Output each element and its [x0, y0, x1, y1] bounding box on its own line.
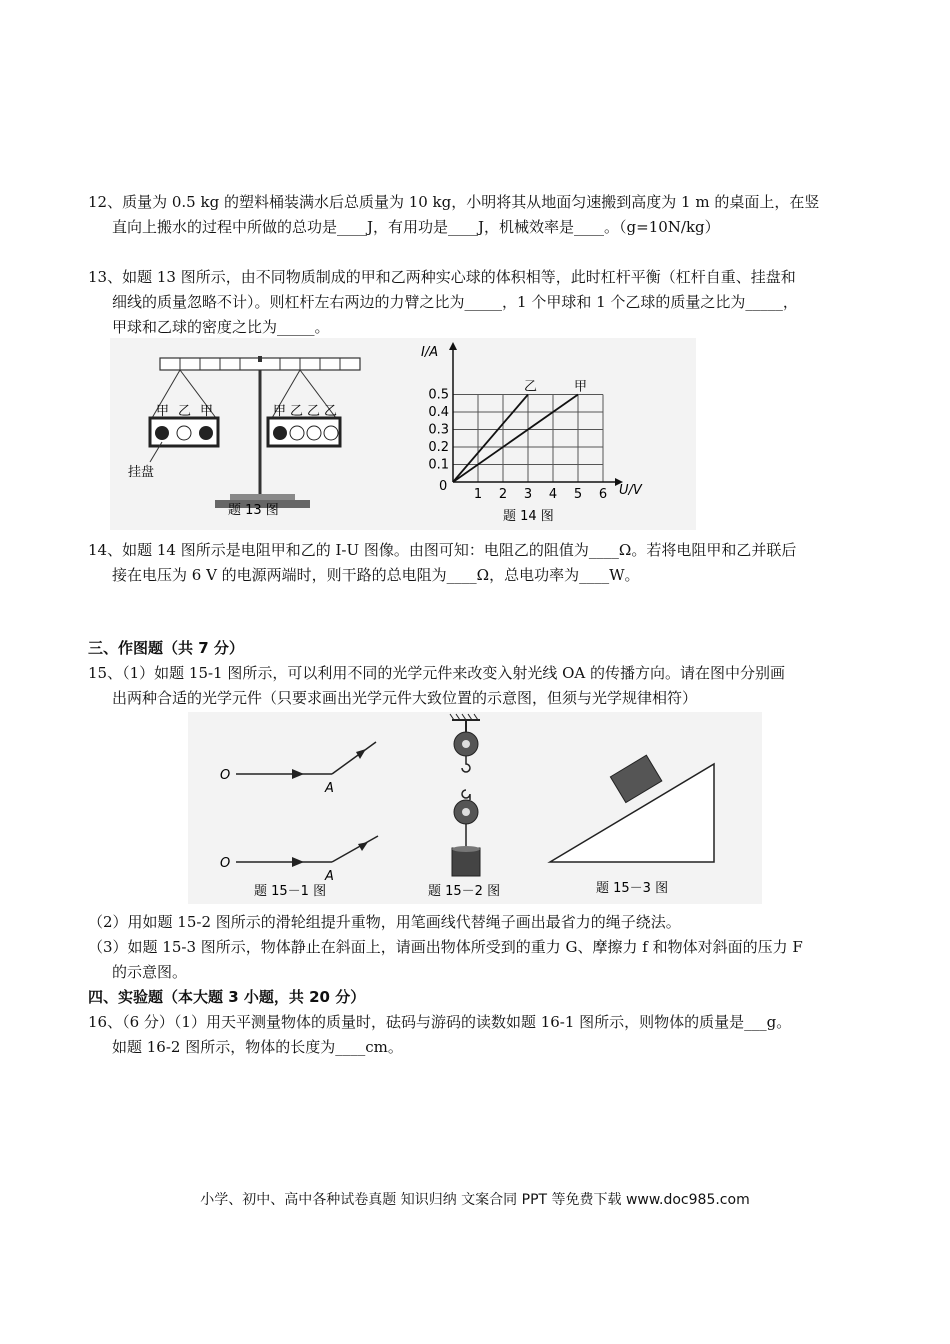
fig14-ytick-label: 0.4 — [428, 405, 449, 420]
fig15-1-ray-upper — [220, 742, 376, 796]
q12-line2: 直向上搬水的过程中所做的总功是____J，有用功是____J，机械效率是____。（g=10N/kg） — [112, 218, 720, 236]
fig14-xtick-label: 2 — [498, 487, 508, 502]
q13-line2: 细线的质量忽略不计）。则杠杆左右两边的力臂之比为_____，1 个甲球和 1 个乙球的质量之比为_____， — [112, 293, 798, 311]
q14-line2: 接在电压为 6 V 的电源两端时，则干路的总电阻为____Ω，总电功率为____W。 — [112, 566, 640, 584]
fig13-pan-label: 挂盘 — [128, 465, 155, 480]
fig14-xtick-label: 1 — [473, 487, 483, 502]
fig13-right-label-2: 乙 — [290, 404, 304, 419]
fig14-series-label-jia: 甲 — [574, 379, 588, 395]
fig14-xtick-label: 4 — [548, 487, 558, 502]
q16-line1: 16、（6 分）（1）用天平测量物体的质量时，砝码与游码的读数如题 16-1 图所示，则物体的质量是___g。 — [88, 1013, 792, 1031]
fig14-y-arrow — [449, 342, 457, 350]
page-footer: 小学、初中、高中各种试卷真题 知识归纳 文案合同 PPT 等免费下载 www.doc985.com — [200, 1192, 750, 1208]
fig14-grid — [453, 395, 603, 483]
fig13-left-label-1: 甲 — [156, 404, 170, 419]
fig14-ytick-label: 0.5 — [428, 387, 449, 403]
fig14-xlabel: U/V — [619, 483, 642, 498]
fig14-ylabel: I/A — [421, 345, 439, 360]
section-3-title: 三、作图题（共 7 分） — [88, 639, 244, 657]
fig14-series-line-1 — [453, 395, 578, 483]
fig13-left-label-2: 乙 — [178, 404, 192, 419]
fig14-ytick-label: 0.3 — [428, 422, 449, 438]
q15-line2: 出两种合适的光学元件（只要求画出光学元件大致位置的示意图，但须与光学规律相符） — [112, 689, 698, 707]
fig14-ytick-label: 0.2 — [428, 440, 449, 455]
section-4-title: 四、实验题（本大题 3 小题，共 20 分） — [88, 988, 366, 1006]
q12-line1: 12、质量为 0.5 kg 的塑料桶装满水后总质量为 10 kg，小明将其从地面匀速搬到高度为 1 m 的桌面上，在竖 — [88, 193, 820, 211]
fig14-origin: 0 — [439, 479, 448, 494]
fig13-right-label-3: 乙 — [307, 404, 321, 419]
q13-line3: 甲球和乙球的密度之比为_____。 — [112, 318, 330, 336]
fig13-right-label-4: 乙 — [324, 404, 338, 419]
fig15-caption-1: 题 15－1 图 — [254, 884, 327, 899]
q13-line1: 13、如题 13 图所示，由不同物质制成的甲和乙两种实心球的体积相等，此时杠杆平衡（杠杆自重、挂盘和 — [88, 268, 796, 286]
fig13-caption: 题 13 图 — [228, 503, 279, 518]
q15-part3-line1: （3）如题 15-3 图所示，物体静止在斜面上，请画出物体所受到的重力 G、摩擦力 f 和物体对斜面的压力 F — [88, 938, 803, 956]
q16-line2: 如题 16-2 图所示，物体的长度为____cm。 — [112, 1038, 403, 1056]
fig14-xtick-label: 6 — [598, 487, 608, 502]
figure-14-iu-chart — [405, 338, 665, 530]
q15-line1: 15、（1）如题 15-1 图所示，可以利用不同的光学元件来改变入射光线 OA 的传播方向。请在图中分别画 — [88, 664, 786, 682]
fig15-caption-2: 题 15－2 图 — [428, 884, 501, 899]
q14-line1 — [88, 539, 796, 561]
fig15-point-a-upper: A — [325, 781, 334, 796]
figure-15-diagrams — [188, 712, 762, 904]
fig14-series — [453, 395, 578, 483]
fig15-point-a-lower: A — [325, 869, 334, 884]
q14-line1-text: 14、如题 14 图所示是电阻甲和乙的 I-U 图像。由图可知：电阻乙的阻值为____Ω。若将电阻甲和乙并联后 — [88, 541, 797, 559]
fig15-1-ray-lower — [220, 836, 378, 884]
fig14-xtick-label: 3 — [523, 487, 533, 502]
fig15-caption-3: 题 15－3 图 — [596, 881, 669, 896]
fig15-2-pulley-system — [450, 714, 480, 876]
fig14-caption: 题 14 图 — [503, 509, 554, 524]
fig14-ytick-label: 0.1 — [428, 457, 449, 473]
fig13-right-label-1: 甲 — [273, 404, 287, 419]
fig13-left-label-3: 甲 — [200, 404, 214, 419]
q15-part3-line2: 的示意图。 — [112, 963, 188, 981]
q15-part2: （2）用如题 15-2 图所示的滑轮组提升重物，用笔画线代替绳子画出最省力的绳子绕法。 — [88, 913, 681, 931]
fig14-series-label-yi: 乙 — [524, 379, 538, 395]
fig15-point-o-lower: O — [220, 856, 231, 871]
fig15-3-incline — [550, 755, 714, 862]
fig14-xtick-label: 5 — [573, 487, 583, 502]
fig15-point-o-upper: O — [220, 768, 231, 783]
